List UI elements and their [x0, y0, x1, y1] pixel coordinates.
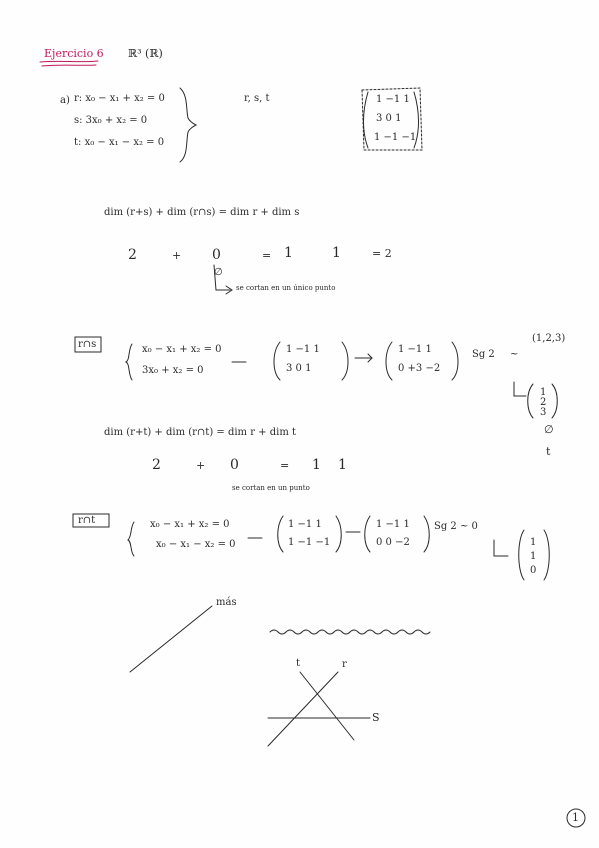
dim-plus: +	[172, 249, 182, 262]
matrix-rt-1-row-2: 1 −1 −1	[288, 537, 331, 548]
matrix-row-3: 1 −1 −1	[374, 132, 417, 143]
intersection-note: se cortan en un único punto	[236, 284, 336, 292]
system-rs-eq2: 3x₀ + x₂ = 0	[142, 365, 204, 376]
exercise-title: Ejercicio 6	[44, 47, 104, 60]
dim-rt-value-4: 1	[338, 457, 347, 473]
system-rt-eq1: x₀ − x₁ + x₂ = 0	[150, 519, 230, 530]
dim-value-4: 1	[332, 245, 341, 261]
tag-r-cap-s: r∩s	[78, 339, 97, 350]
rank-rt: Sg 2 ~ 0	[434, 521, 478, 532]
approx-rs: ~	[510, 349, 519, 360]
dim-equals: =	[262, 249, 272, 262]
dim-value-2: 0	[212, 247, 221, 263]
dim-rt-value-1: 2	[152, 457, 161, 473]
tag-r-cap-t: r∩t	[78, 515, 96, 526]
dim-value-1: 2	[128, 247, 137, 263]
matrix-row-2: 3 0 1	[376, 113, 402, 124]
equation-s: s: 3x₀ + x₂ = 0	[74, 115, 148, 126]
dim-rt-value-2: 0	[230, 457, 239, 473]
part-label: a)	[60, 95, 70, 106]
vector-rs-2: 2	[540, 397, 547, 408]
dim-value-3: 1	[284, 245, 293, 261]
matrix-rt-2-row-2: 0 0 −2	[376, 537, 410, 548]
matrix-rs-1-row-1: 1 −1 1	[286, 344, 320, 355]
vector-rt-2: 1	[530, 551, 537, 562]
page-number: 1	[572, 811, 579, 824]
dim-formula: dim (r+s) + dim (r∩s) = dim r + dim s	[104, 207, 300, 218]
result-rs: (1,2,3)	[532, 333, 566, 344]
dim-rt-equals: =	[280, 459, 290, 472]
matrix-rt-2-row-1: 1 −1 1	[376, 519, 410, 530]
lines-label: r, s, t	[244, 93, 270, 104]
vector-rt-3: 0	[530, 565, 537, 576]
system-rt-eq2: x₀ − x₁ − x₂ = 0	[156, 539, 236, 550]
sketch-label-s: S	[372, 711, 380, 724]
equation-r: r: x₀ − x₁ + x₂ = 0	[74, 93, 165, 104]
intersection-note-rt: se cortan en un punto	[232, 484, 310, 492]
empty-set-rt: ∅	[544, 423, 554, 436]
matrix-rs-2-row-1: 1 −1 1	[398, 344, 432, 355]
vector-rt-1: 1	[530, 537, 537, 548]
matrix-rt-1-row-1: 1 −1 1	[288, 519, 322, 530]
dim-rt-value-3: 1	[312, 457, 321, 473]
empty-set-symbol: ∅	[214, 267, 223, 278]
system-rs-eq1: x₀ − x₁ + x₂ = 0	[142, 344, 222, 355]
rank-rs: Sg 2	[472, 349, 495, 360]
matrix-row-1: 1 −1 1	[376, 94, 410, 105]
sketch-label-t: t	[296, 658, 301, 669]
matrix-rs-1-row-2: 3 0 1	[286, 363, 312, 374]
vector-space: ℝ³ (ℝ)	[128, 47, 163, 60]
t-label: t	[546, 445, 551, 458]
sketch-label-top: más	[216, 597, 237, 608]
dim-total: = 2	[372, 247, 392, 260]
vector-rs-1: 1	[540, 387, 547, 398]
vector-rs-3: 3	[540, 407, 547, 418]
equation-t: t: x₀ − x₁ − x₂ = 0	[74, 137, 165, 148]
dim-formula-rt: dim (r+t) + dim (r∩t) = dim r + dim t	[104, 427, 297, 438]
matrix-rs-2-row-2: 0 +3 −2	[398, 363, 441, 374]
dim-rt-plus: +	[196, 459, 206, 472]
sketch-label-r: r	[342, 659, 347, 670]
